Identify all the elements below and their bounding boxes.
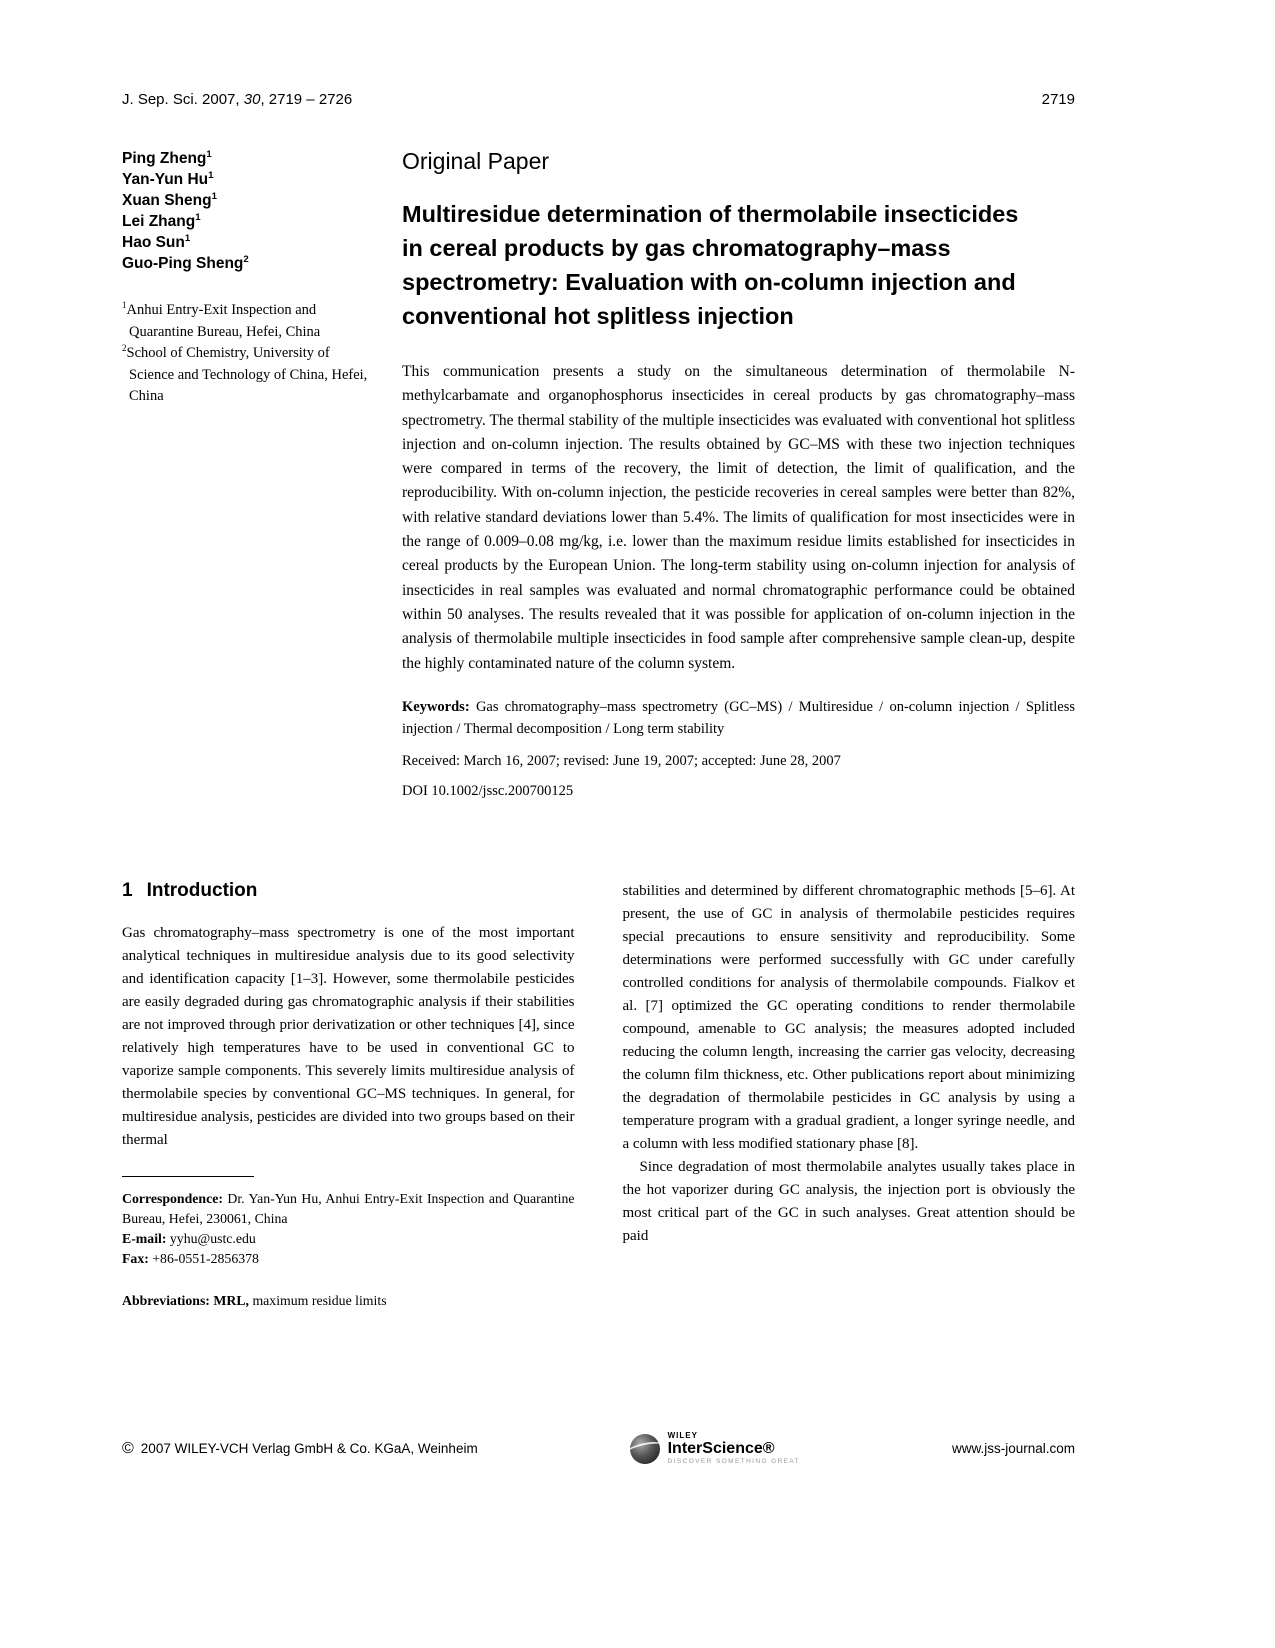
affiliation: $^1$Anhui Entry-Exit Inspection and Quarantine Bureau, Hefei, China [122,300,321,340]
correspondence-text: Dr. Yan-Yun Hu, Anhui Entry-Exit Inspection and Quarantine Bureau, Hefei, 230061, China [122,1190,575,1226]
email-line [122,1229,575,1249]
affiliation-list [122,300,402,408]
interscience-globe-icon [630,1434,660,1464]
author-name: Yan-Yun Hu$^1$ [122,169,214,188]
section-number: 1 [122,879,133,901]
keywords-line [402,696,1075,740]
copyright-text: 2007 WILEY-VCH Verlag GmbH & Co. KGaA, Weinheim [140,1441,478,1457]
running-head [122,91,1075,108]
journal-ref-post: , 2719 – 2726 [260,91,353,108]
author-affiliation-column [122,148,402,800]
article-head [122,148,1075,800]
abbreviation-term: MRL, [209,1292,249,1308]
correspondence-block [122,1189,575,1269]
wiley-wordmark: WILEY [667,1431,698,1440]
author-name: Xuan Sheng$^1$ [122,190,217,209]
keywords-text: Gas chromatography–mass spectrometry (GC–MS) / Multiresidue / on-column injection / Splitless injection / Thermal decomposition / Long term stability [402,698,1075,737]
fax-value: +86-0551-2856378 [148,1250,259,1266]
abstract: This communication presents a study on the simultaneous determination of thermolabile N-methylcarbamate and organophosphorus insecticides in cereal products by gas chromatography–mass spectrometry. The thermal stability of the multiple insecticides was evaluated with conventional hot splitless injection and on-column injection. The results obtained by GC–MS with these two injection techniques were compared in terms of the recovery, the limit of detection, the limit of qualification, and the reproducibility. With on-column injection, the pesticide recoveries in cereal samples were better than 82%, with relative standard deviations lower than 5.4%. The limits of qualification for most insecticides were in the range of 0.009–0.08 mg/kg, i.e. lower than the maximum residue limits established for insecticides in cereal products by the European Union. The long-term stability using on-column injection for analysis of insecticides in real samples was evaluated and normal chromatographic performance could be obtained within 50 analyses. The results revealed that it was possible for application of on-column injection in the analysis of thermolabile multiple insecticides in food sample after comprehensive sample clean-up, despite the highly contaminated nature of the column system. [402,363,1075,672]
journal-ref-pre: J. Sep. Sci. 2007, [122,91,244,108]
email-label: E-mail: [122,1230,167,1246]
intro-paragraph-right-2: Since degradation of most thermolabile analytes usually takes place in the hot vaporizer during GC analysis, the injection port is obviously the most critical part of the GC in such analyses. Great attention should be paid [622,1158,1075,1244]
section-title: Introduction [146,879,258,901]
author-name: Guo-Ping Sheng$^2$ [122,253,249,272]
received-dates: Received: March 16, 2007; revised: June 19, 2007; accepted: June 28, 2007 [402,752,841,769]
copyright-notice [122,1440,478,1458]
interscience-tagline: DISCOVER SOMETHING GREAT [667,1458,801,1465]
fax-label: Fax: [122,1250,149,1266]
abbreviations-block [122,1291,575,1311]
correspondence-rule [122,1176,254,1177]
author-name: Hao Sun$^1$ [122,232,191,251]
body-column-right [623,880,1076,1311]
body-column-left [122,880,575,1311]
title-abstract-column [402,148,1075,800]
article-title: Multiresidue determination of thermolabile insecticides in cereal products by gas chromatography–mass spectrometry: Evaluation with on-column injection and conventional hot splitless injection [402,201,1019,329]
article-body [122,880,1075,1311]
affiliation: $^2$School of Chemistry, University of Science and Technology of China, Hefei, China [122,343,368,404]
intro-paragraph-left: Gas chromatography–mass spectrometry is one of the most important analytical techniques in multiresidue analysis due to its good selectivity and identification capacity [1–3]. However, some thermolabile pesticides are easily degraded during gas chromatographic analysis if their stabilities are not improved through prior derivatization or other techniques [4], since relatively high temperatures have to be used in conventional GC to vaporize sample components. This severely limits multiresidue analysis of thermolabile species by conventional GC–MS techniques. In general, for multiresidue analysis, pesticides are divided into two groups based on their thermal [122,924,575,1148]
author-name: Ping Zheng$^1$ [122,148,212,167]
keywords-label: Keywords: [402,698,470,715]
interscience-wordmark: InterScience® [667,1440,775,1457]
section-heading-introduction [122,880,575,902]
author-list [122,148,402,274]
intro-paragraph-right-1: stabilities and determined by different chromatographic methods [5–6]. At present, the use of GC in analysis of thermolabile pesticides requires special precautions to ensure sensitivity and reproducibility. Some determinations were performed successfully with GC under carefully controlled conditions for analysis of thermolabile compounds. Fialkov et al. [7] optimized the GC operating conditions to render thermolabile compound, amenable to GC analysis; the measures adopted included reducing the column length, increasing the carrier gas velocity, decreasing the column film thickness, etc. Other publications report about minimizing the degradation of thermolabile pesticides in GC analysis by using a temperature program with a gradual gradient, a longer syringe needle, and a column with less modified stationary phase [8]. [622,882,1075,1152]
correspondence-label: Correspondence: [122,1190,223,1206]
correspondence-line [122,1189,575,1229]
abbreviations-label: Abbreviations: [122,1292,210,1308]
doi: DOI 10.1002/jssc.200700125 [402,782,574,799]
wiley-interscience-logo [630,1432,800,1466]
journal-url: www.jss-journal.com [951,1441,1075,1457]
page-number: 2719 [1041,91,1075,108]
abbreviation-definition: maximum residue limits [249,1292,387,1308]
fax-line [122,1249,575,1269]
article-type: Original Paper [402,148,550,174]
journal-reference [122,91,352,108]
interscience-logo-text [668,1432,800,1466]
email-value: yyhu@ustc.edu [166,1230,256,1246]
page-footer [122,1432,1075,1466]
author-name: Lei Zhang$^1$ [122,211,201,230]
copyright-icon: © [122,1439,134,1457]
journal-ref-volume: 30 [243,91,261,108]
